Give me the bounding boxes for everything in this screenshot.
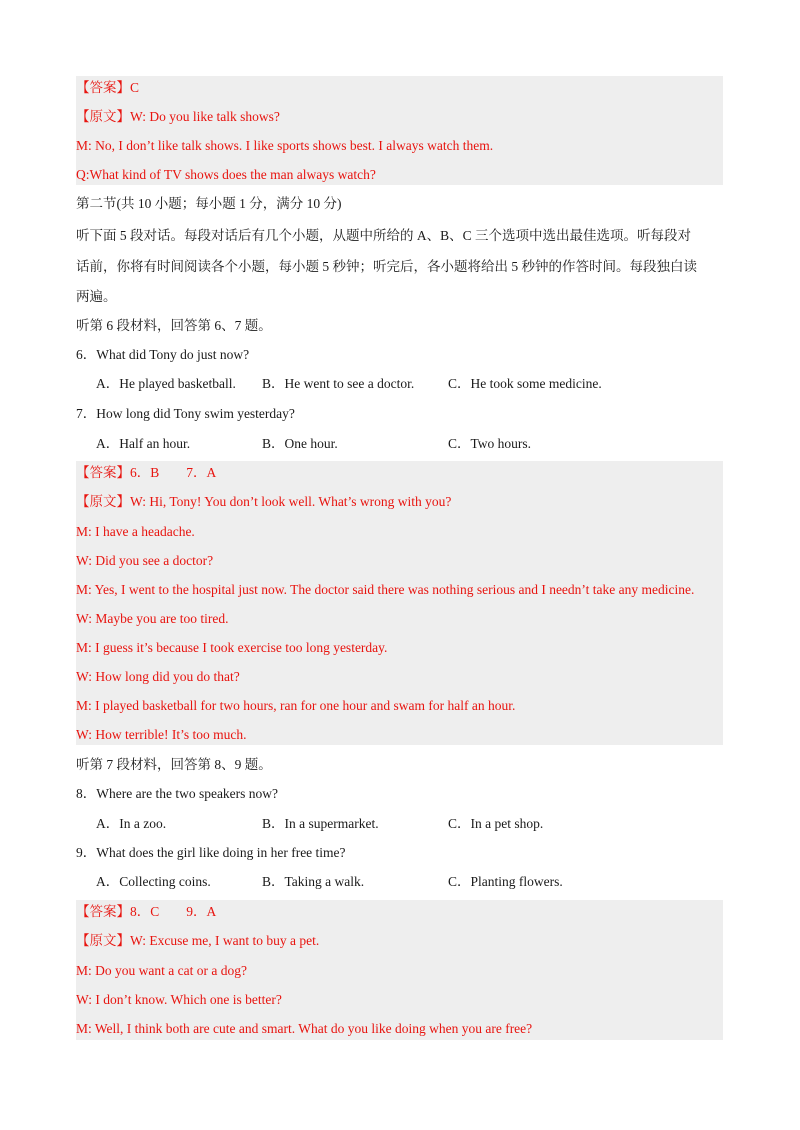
section-title: 第二节(共 10 小题；每小题 1 分，满分 10 分) [76,196,342,211]
transcript-line: M: Do you want a cat or a dog? [76,963,247,978]
option-c: C．He took some medicine. [448,376,602,391]
question-stem: 9．What does the girl like doing in her free time? [76,845,346,860]
option-b: B．In a supermarket. [262,816,379,831]
material-heading: 听第 6 段材料，回答第 6、7 题。 [76,318,272,333]
transcript-line: W: How terrible! It’s too much. [76,727,247,742]
transcript-line: W: I don’t know. Which one is better? [76,992,282,1007]
option-c: C．Two hours. [448,436,532,451]
material-heading: 听第 7 段材料，回答第 8、9 题。 [76,757,272,772]
transcript-label: 【原文】 [76,933,130,948]
transcript-label: 【原文】 [76,494,130,509]
transcript-line: M: I played basketball for two hours, ran for one hour and swam for half an hour. [76,698,516,713]
transcript-label: 【原文】 [76,109,130,124]
option-b: B．Taking a walk. [262,874,365,889]
instruction-line: 话前，你将有时间阅读各个小题，每小题 5 秒钟；听完后，各小题将给出 5 秒钟的作答时间。每段独白读 [76,259,697,274]
option-b: B．One hour. [262,436,338,451]
transcript-first-line [76,107,280,127]
answer-line: 【答案】C [76,80,140,95]
transcript-text: W: Excuse me, I want to buy a pet. [130,933,320,948]
option-a: A．Half an hour. [96,436,191,451]
option-a: A．Collecting coins. [96,874,211,889]
transcript-line: W: Maybe you are too tired. [76,611,229,626]
transcript-line: W: How long did you do that? [76,669,240,684]
instruction-line: 听下面 5 段对话。每段对话后有几个小题，从题中所给的 A、B、C 三个选项中选出最佳选项。听每段对 [76,228,692,243]
transcript-line: Q:What kind of TV shows does the man always watch? [76,167,376,182]
question-stem: 6．What did Tony do just now? [76,347,250,362]
transcript-text: W: Do you like talk shows? [130,109,280,124]
transcript-text: W: Hi, Tony! You don’t look well. What’s wrong with you? [130,494,452,509]
option-c: C．Planting flowers. [448,874,563,889]
transcript-line: M: I guess it’s because I took exercise too long yesterday. [76,640,388,655]
answer-line: 【答案】8．C 9．A [76,904,217,919]
answer-line: 【答案】6．B 7．A [76,465,217,480]
transcript-line: W: Did you see a doctor? [76,553,214,568]
option-a: A．In a zoo. [96,816,167,831]
transcript-line: M: Yes, I went to the hospital just now. The doctor said there was nothing serious and I needn’t take any medicine. [76,582,695,597]
option-c: C．In a pet shop. [448,816,544,831]
transcript-line: M: Well, I think both are cute and smart. What do you like doing when you are free? [76,1021,533,1036]
instruction-line: 两遍。 [76,289,117,304]
transcript-first-line [76,492,451,512]
option-a: A．He played basketball. [96,376,236,391]
question-stem: 8．Where are the two speakers now? [76,786,279,801]
transcript-first-line [76,931,319,951]
transcript-line: M: I have a headache. [76,524,195,539]
option-b: B．He went to see a doctor. [262,376,415,391]
question-stem: 7．How long did Tony swim yesterday? [76,406,295,421]
transcript-line: M: No, I don’t like talk shows. I like sports shows best. I always watch them. [76,138,494,153]
